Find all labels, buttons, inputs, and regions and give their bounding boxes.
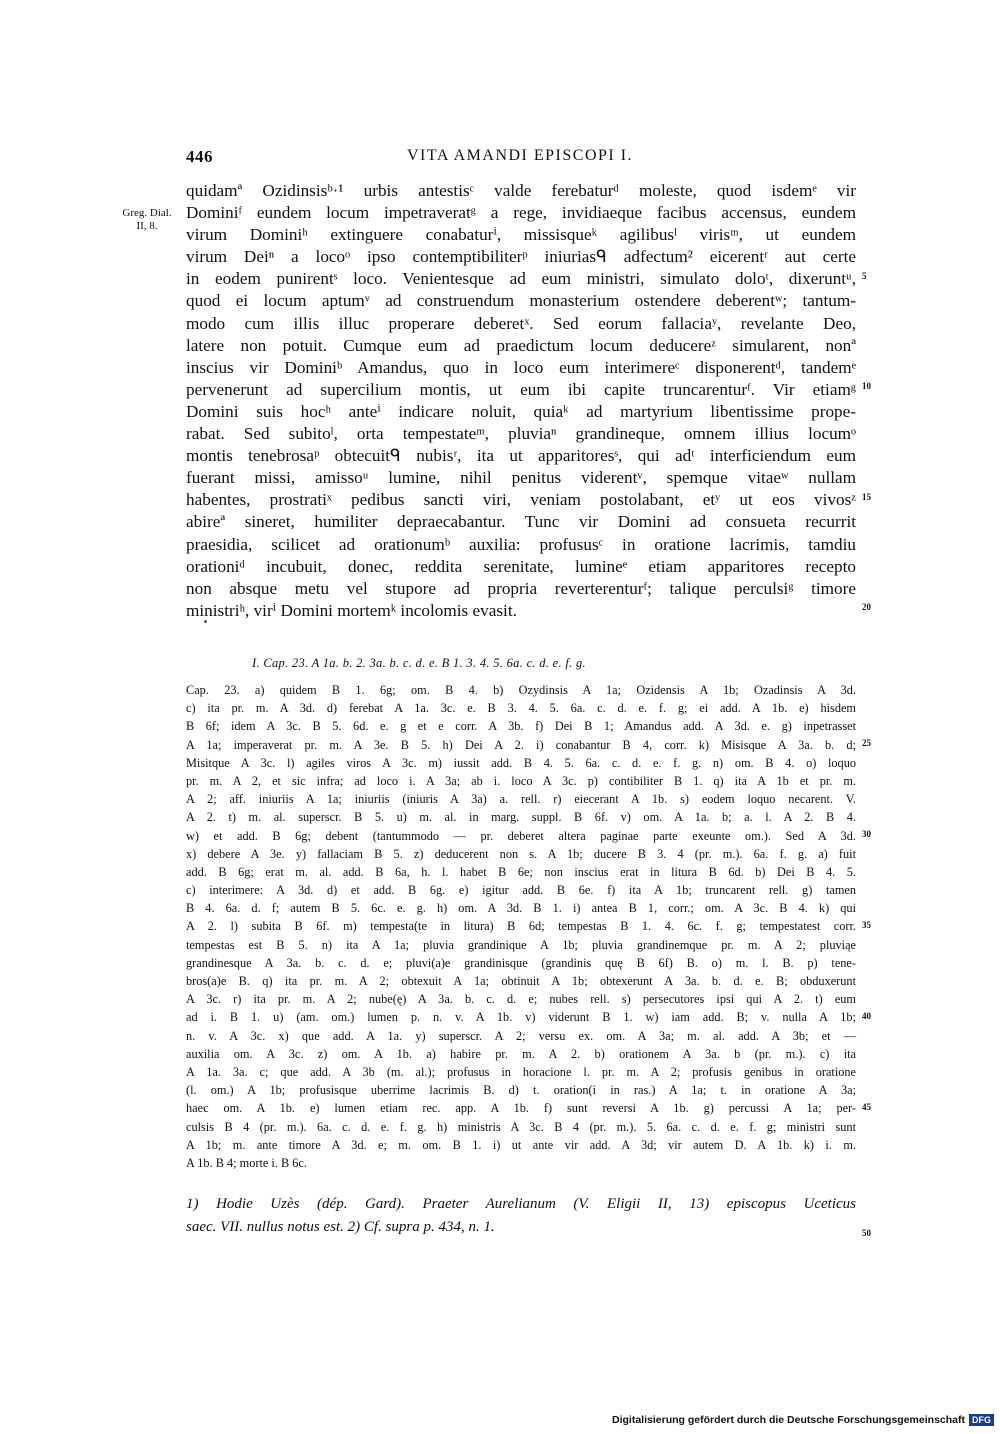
text-line: orationiᵈ incubuit, donec, reddita serenitate, lumineᵉ etiam apparitores recepto	[186, 556, 856, 576]
apparatus-line: pr. m. A 2, et sic infra; ad loco i. A 3a; ab i. loco A 3c. p) contibiliter B 1. q) ita A 1b et pr. m.	[186, 773, 856, 788]
apparatus-line: A 1b. B 4; morte i. B 6c.	[186, 1155, 307, 1170]
running-title: VITA AMANDI EPISCOPI I.	[406, 147, 634, 164]
text-line: virum Dominiʰ extinguere conabaturⁱ, missisqueᵏ agilibusˡ virisᵐ, ut eundem	[186, 225, 856, 245]
ink-speck	[204, 620, 207, 623]
footnote-line: 1) Hodie Uzès (dép. Gard). Praeter Aurelianum (V. Eligii II, 13) episcopus Uceticus	[186, 1196, 856, 1212]
dfg-logo: DFG	[969, 1414, 994, 1426]
apparatus-line: A 1a; imperaverat pr. m. A 3e. B 5. h) Dei A 2. i) conabantur B 4, corr. k) Misisque A 3a. b. d;	[186, 737, 856, 752]
text-line: quod ei locum aptumᵛ ad construendum monasterium ostendere deberentʷ; tantum-	[186, 291, 856, 311]
line-number: 50	[862, 1228, 871, 1238]
apparatus-line: w) et add. B 6g; debent (tantummodo — pr. deberet altera paginae parte exeunte om.). Sed A 3d.	[186, 828, 856, 843]
apparatus-line: A 1a. 3a. c; que add. A 3b (m. al.); profusus in horacione l. pr. m. A 2; profusis genibus in oratione	[186, 1064, 856, 1079]
text-line: habentes, prostratiˣ pedibus sancti viri, veniam postolabant, etʸ ut eos vivosᶻ	[186, 490, 856, 510]
apparatus-line: A 1b; m. ante timore A 3d. e; m. om. B 1. i) ut ante vir add. A 3d; vir autem D. A 1b. k) i. m.	[186, 1137, 856, 1152]
text-line: rabat. Sed subitoˡ, orta tempestateᵐ, pluviaⁿ grandineque, omnem illius locumᵒ	[186, 424, 856, 444]
apparatus-line: A 2. t) m. al. superscr. B 5. u) m. al. in marg. suppl. B 6f. v) om. A 1a. b; a. l. A 2. B 4.	[186, 810, 856, 825]
text-line: non absque metu vel stupore ad propria reverterenturᶠ; talique perculsiᵍ timore	[186, 578, 856, 598]
digitization-credit	[612, 1414, 994, 1426]
text-line: praesidia, scilicet ad orationumᵇ auxilia: profususᶜ in oratione lacrimis, tamdiu	[186, 534, 856, 554]
critical-apparatus	[186, 681, 856, 1172]
text-line: Domini suis hocʰ anteⁱ indicare noluit, quiaᵏ ad martyrium libentissime prope-	[186, 401, 856, 421]
apparatus-line: (l. om.) A 1b; profusisque uberrime lacrimis B. d) t. oration(i in ras.) A 1a; t. in oratione A 3a;	[186, 1083, 856, 1098]
apparatus-line: haec om. A 1b. e) lumen etiam rec. app. A 1b. f) sunt reversi A 1b. g) percussi A 1a; per-	[186, 1101, 856, 1116]
text-line: inscius vir Dominiᵇ Amandus, quo in loco eum interimereᶜ disponerentᵈ, tandemᵉ	[186, 357, 856, 377]
text-line: pervenerunt ad supercilium montis, ut eum ibi capite truncarenturᶠ. Vir etiamᵍ	[186, 379, 856, 399]
text-line: quidamª Ozidinsisᵇ·¹ urbis antestisᶜ valde ferebaturᵈ moleste, quod isdemᵉ vir	[186, 181, 856, 200]
line-number: 45	[862, 1102, 871, 1112]
line-number: 25	[862, 738, 871, 748]
apparatus-line: grandinesque A 3a. b. c. d. e; pluvi(a)e grandinisque (grandinis quę B 6f) B. o) m. l. B. p) tene-	[186, 955, 856, 970]
text-line: ministriʰ, virⁱ Domini mortemᵏ incolomis evasit.	[186, 600, 517, 620]
text-line: virum Deiⁿ a locoᵒ ipso contemptibiliterᵖ iniuriasᑫ adfectum² eicerentʳ aut certe	[186, 247, 856, 267]
line-number: 35	[862, 920, 871, 930]
page-number: 446	[186, 147, 213, 166]
text-line: Dominiᶠ eundem locum impetraveratᵍ a rege, invidiaeque facibus accensus, eundem	[186, 203, 856, 223]
apparatus-line: bros(a)e B. q) ita pr. m. A 2; obtexuit A 1a; obtinuit A 1b; obtexerunt A 3a. b. d. e. B; obduxerunt	[186, 974, 856, 988]
apparatus-line: culsis B 4 (pr. m.). 6a. c. d. e. f. g. h) ministris A 3c. B 4 (pr. m.). 5. 6a. c. d. e. f. g; ministri sunt	[186, 1119, 856, 1134]
apparatus-line: A 2; aff. iniuriis A 1a; iniuriis (iniuris A 3a) a. rell. r) eiecerant A 1b. s) eodem loquo necarent. V.	[186, 792, 856, 807]
apparatus-heading: I. Cap. 23. A 1a. b. 2. 3a. b. c. d. e. B 1. 3. 4. 5. 6a. c. d. e. f. g.	[252, 656, 586, 670]
apparatus-line: n. v. A 3c. x) que add. A 1a. y) superscr. A 2; versu ex. om. A 3a; m. al. add. A 3b; et —	[186, 1028, 856, 1043]
apparatus-line: A 2. l) subita B 6f. m) tempesta(te in litura) B 6d; tempestas B 1. 4. 6c. f. g; tempestatest corr.	[186, 919, 856, 934]
line-number: 30	[862, 829, 871, 839]
apparatus-line: tempestas est B 5. n) ita A 1a; pluvia grandinique A 1b; pluvia grandinemque pr. m. A 2; pluviąe	[186, 937, 856, 952]
text-line: modo cum illis illuc properare deberetˣ. Sed eorum fallaciaʸ, revelante Deo,	[186, 313, 856, 333]
line-number: 20	[862, 602, 871, 612]
line-number: 15	[862, 492, 871, 502]
margin-note	[112, 207, 182, 233]
apparatus-line: add. B 6g; erat m. al. add. B 6a, h. l. habet B 6e; non inscius erat in litura B 6d. b) Dei B 4. 5.	[186, 864, 856, 879]
apparatus-line: B 6f; idem A 3c. B 5. 6d. e. g et e corr. A 3b. f) Dei B 1; Amandus add. A 3d. e. g) inpetrasset	[186, 719, 856, 734]
margin-note-line: II, 8.	[136, 220, 158, 232]
text-line: fuerant missi, amissoᵘ lumine, nihil penitus viderentᵛ, spemque vitaeʷ nullam	[186, 468, 856, 488]
apparatus-line: auxilia om. A 3c. z) om. A 1b. a) habire pr. m. A 2. b) orationem A 3a. b (pr. m.). c) ita	[186, 1046, 856, 1061]
apparatus-line: ad i. B 1. u) (am. om.) lumen p. n. v. A 1b. v) viderunt B 1. w) iam add. B; v. nulla A 1b;	[186, 1010, 856, 1025]
apparatus-line: Cap. 23. a) quidem B 1. 6g; om. B 4. b) Ozydinsis A 1a; Ozidensis A 1b; Ozadinsis A 3d.	[186, 683, 856, 697]
line-number: 10	[862, 381, 871, 391]
credit-text: Digitalisierung gefördert durch die Deutsche Forschungsgemeinschaft	[612, 1414, 965, 1426]
apparatus-line: c) interimere: A 3d. d) et add. B 6g. e) igitur add. B 6e. f) ita A 1b; truncarent rell. g) tamen	[186, 883, 856, 898]
text-line: montis tenebrosaᵖ obtecuitᑫ nubisʳ, ita ut apparitoresˢ, qui adᵗ interficiendum eum	[186, 446, 856, 466]
line-number: 5	[862, 271, 867, 281]
apparatus-line: x) debere A 3e. y) fallaciam B 5. z) deducerent non s. A 1b; ducere B 3. 4 (pr. m.). 6a. f. g. a) fuit	[186, 846, 856, 861]
apparatus-line: B 4. 6a. d. f; autem B 5. 6c. e. g. h) om. A 3d. B 1. i) antea B 1, corr.; om. A 3c. B 4. k) qui	[186, 901, 856, 916]
apparatus-line: Misitque A 3c. l) agiles viros A 3c. m) iussit add. B 4. 5. 6a. c. d. e. f. g. n) om. B 4. o) loquo	[186, 755, 856, 770]
text-line: in eodem punirentˢ loco. Venientesque ad eum ministri, simulato doloᵗ, dixeruntᵘ,	[186, 269, 856, 289]
margin-note-line: Greg. Dial.	[122, 207, 172, 219]
line-number: 40	[862, 1011, 871, 1021]
footnote-line: saec. VII. nullus notus est. 2) Cf. supra p. 434, n. 1.	[186, 1218, 495, 1235]
main-text	[186, 180, 856, 622]
apparatus-line: c) ita pr. m. A 3d. d) ferebat A 1a. 3c. e. B 3. 4. 5. 6a. c. d. e. f. g; ei add. A 1b. e) hisdem	[186, 701, 856, 716]
apparatus-line: A 3c. r) ita pr. m. A 2; nube(ę) A 3a. b. c. d. e; nubes rell. s) persecutores ipsi qui A 2. t) eum	[186, 992, 856, 1007]
text-line: latere non potuit. Cumque eum ad praedictum locum deducereᶻ simularent, nonª	[186, 335, 856, 355]
footnotes	[186, 1193, 856, 1238]
text-line: abireª sineret, humiliter depraecabantur. Tunc vir Domini ad consueta recurrit	[186, 512, 856, 532]
